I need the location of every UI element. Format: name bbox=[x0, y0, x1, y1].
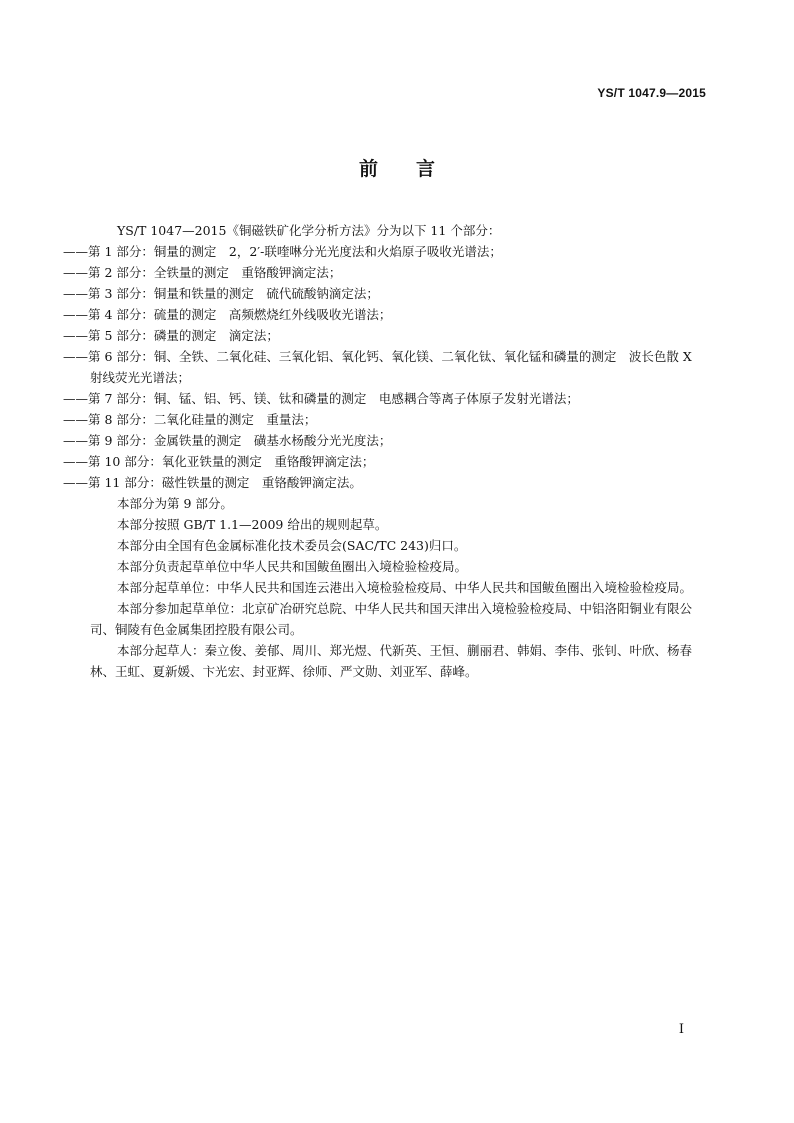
paragraph-drafting-units: 本部分起草单位：中华人民共和国连云港出入境检验检疫局、中华人民共和国鲅鱼圈出入境检验检疫局。 bbox=[117, 580, 693, 595]
paragraph-part-number: 本部分为第 9 部分。 bbox=[117, 496, 233, 511]
foreword-body bbox=[63, 220, 706, 682]
part-list-item: ——第 3 部分：铜量和铁量的测定 硫代硫酸钠滴定法； bbox=[63, 286, 379, 301]
part-list-item: ——第 8 部分：二氧化硅量的测定 重量法； bbox=[63, 412, 317, 427]
intro-paragraph: YS/T 1047—2015《铜磁铁矿化学分析方法》分为以下 11 个部分： bbox=[117, 223, 501, 238]
part-list-item: ——第 10 部分：氧化亚铁量的测定 重铬酸钾滴定法； bbox=[63, 454, 375, 469]
part-list-item: ——第 6 部分：铜、全铁、二氧化硅、三氧化铝、氧化钙、氧化镁、二氧化钛、氧化锰和磷量的测定 波长色散 X 射线荧光光谱法； bbox=[63, 349, 692, 385]
page-title: 前言 bbox=[358, 158, 473, 180]
standard-code: YS/T 1047.9—2015 bbox=[597, 86, 706, 100]
part-list-item: ——第 7 部分：铜、锰、铝、钙、镁、钛和磷量的测定 电感耦合等离子体原子发射光谱法； bbox=[63, 391, 579, 406]
part-list-item: ——第 11 部分：磁性铁量的测定 重铬酸钾滴定法。 bbox=[63, 475, 362, 490]
page-number: I bbox=[678, 1022, 684, 1037]
paragraph-committee: 本部分由全国有色金属标准化技术委员会(SAC/TC 243)归口。 bbox=[117, 538, 467, 553]
part-list-item: ——第 5 部分：磷量的测定 滴定法； bbox=[63, 328, 279, 343]
part-list-item: ——第 4 部分：硫量的测定 高频燃烧红外线吸收光谱法； bbox=[63, 307, 392, 322]
paragraph-drafting-rules: 本部分按照 GB/T 1.1—2009 给出的规则起草。 bbox=[117, 517, 388, 532]
paragraph-responsible-unit: 本部分负责起草单位中华人民共和国鲅鱼圈出入境检验检疫局。 bbox=[117, 559, 468, 574]
part-list-item: ——第 1 部分：铜量的测定 2，2′-联喹啉分光光度法和火焰原子吸收光谱法； bbox=[63, 244, 502, 259]
part-list-item: ——第 2 部分：全铁量的测定 重铬酸钾滴定法； bbox=[63, 265, 342, 280]
part-list-item: ——第 9 部分：金属铁量的测定 磺基水杨酸分光光度法； bbox=[63, 433, 392, 448]
paragraph-drafters: 本部分起草人：秦立俊、姜郁、周川、郑光煜、代新英、王恒、蒯丽君、韩娟、李伟、张钊、叶欣、杨春林、王虹、夏新媛、卞光宏、封亚辉、徐师、严文勋、刘亚军、薛峰。 bbox=[90, 643, 693, 679]
paragraph-participating-units: 本部分参加起草单位：北京矿冶研究总院、中华人民共和国天津出入境检验检疫局、中铝洛阳铜业有限公司、铜陵有色金属集团控股有限公司。 bbox=[90, 601, 693, 637]
